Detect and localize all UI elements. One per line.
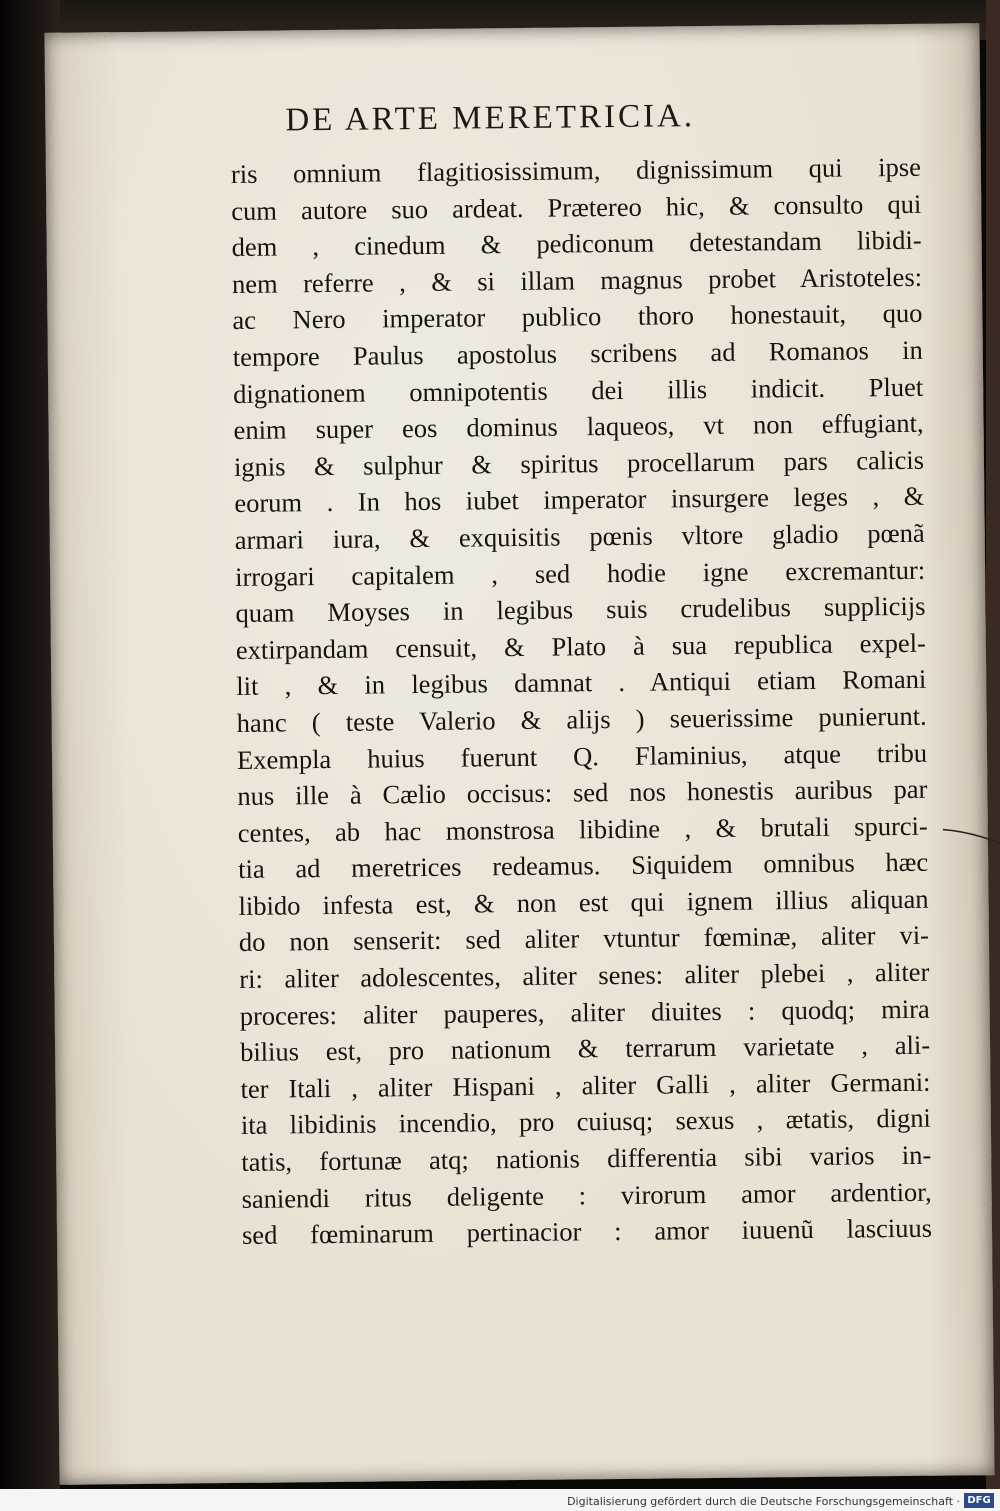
- footer-credit: Digitalisierung gefördert durch die Deutsche Forschungsgemeinschaft ·: [567, 1495, 960, 1508]
- text-line: enim super eos dominus laqueos, vt non effugiant,: [233, 407, 924, 446]
- footer-bar: [0, 1489, 1000, 1511]
- text-line: nus ille à Cælio occisus: sed nos honestis auribus par: [237, 773, 928, 812]
- text-line: do non senserit: sed aliter vtuntur fœminæ, aliter vi-: [238, 920, 930, 958]
- text-line: cum autore suo ardeat. Prætereo hic, & consulto qui: [231, 188, 922, 226]
- text-line: ignis & sulphur & spiritus procellarum pars calicis: [233, 444, 925, 482]
- text-line: libido infesta est, & non est qui ignem illius aliquan: [238, 883, 929, 921]
- text-line: sed fœminarum pertinacior : amor iuuenũ lasciuus: [241, 1212, 933, 1251]
- text-line: ris omnium flagitiosissimum, dignissimum qui ipse: [230, 151, 922, 189]
- text-line: armari iura, & exquisitis pœnis vltore gladio pœnã: [234, 517, 925, 555]
- text-line: ita libidinis incendio, pro cuiusq; sexus , ætatis, digni: [240, 1103, 931, 1141]
- text-line: tempore Paulus apostolus scribens ad Romanos in: [232, 334, 923, 372]
- text-line: ac Nero imperator publico thoro honestauit, quo: [232, 298, 923, 336]
- text-line: Exempla huius fuerunt Q. Flaminius, atque tribu: [236, 737, 928, 775]
- text-block: [231, 149, 932, 1254]
- text-line: ter Itali , aliter Hispani , aliter Galli , aliter Germani:: [240, 1066, 931, 1104]
- text-line: ri: aliter adolescentes, aliter senes: aliter plebei , aliter: [239, 956, 930, 995]
- text-line: tia ad meretrices redeamus. Siquidem omnibus hæc: [238, 847, 929, 885]
- margin-pen-stroke: [943, 821, 1000, 862]
- book-page: [44, 23, 994, 1485]
- running-head: DE ARTE MERETRICIA.: [285, 98, 696, 139]
- text-line: eorum . In hos iubet imperator insurgere leges , &: [234, 481, 925, 519]
- text-line: quam Moyses in legibus suis crudelibus supplicijs: [235, 590, 926, 629]
- text-line: saniendi ritus deligente : virorum amor ardentior,: [241, 1176, 932, 1214]
- text-line: hanc ( teste Valerio & alijs ) seuerissime punierunt.: [236, 700, 927, 738]
- text-line: nem referre , & si illam magnus probet Aristoteles:: [231, 261, 923, 299]
- text-line: irrogari capitalem , sed hodie igne excremantur:: [234, 554, 926, 592]
- text-line: proceres: aliter pauperes, aliter diuites : quodq; mira: [239, 993, 930, 1031]
- text-line: bilius est, pro nationum & terrarum varietate , ali-: [239, 1029, 931, 1068]
- text-line: tatis, fortunæ atq; nationis differentia sibi varios in-: [241, 1139, 932, 1177]
- text-line: extirpandam censuit, & Plato à sua republica expel-: [235, 627, 927, 665]
- dfg-logo: DFG: [964, 1493, 994, 1508]
- text-line: lit , & in legibus damnat . Antiqui etiam Romani: [236, 664, 927, 702]
- text-line: dignationem omnipotentis dei illis indicit. Pluet: [233, 371, 924, 409]
- text-line: dem , cinedum & pediconum detestandam libidi-: [231, 224, 922, 263]
- text-line: centes, ab hac monstrosa libidine , & brutali spurci-: [237, 810, 928, 848]
